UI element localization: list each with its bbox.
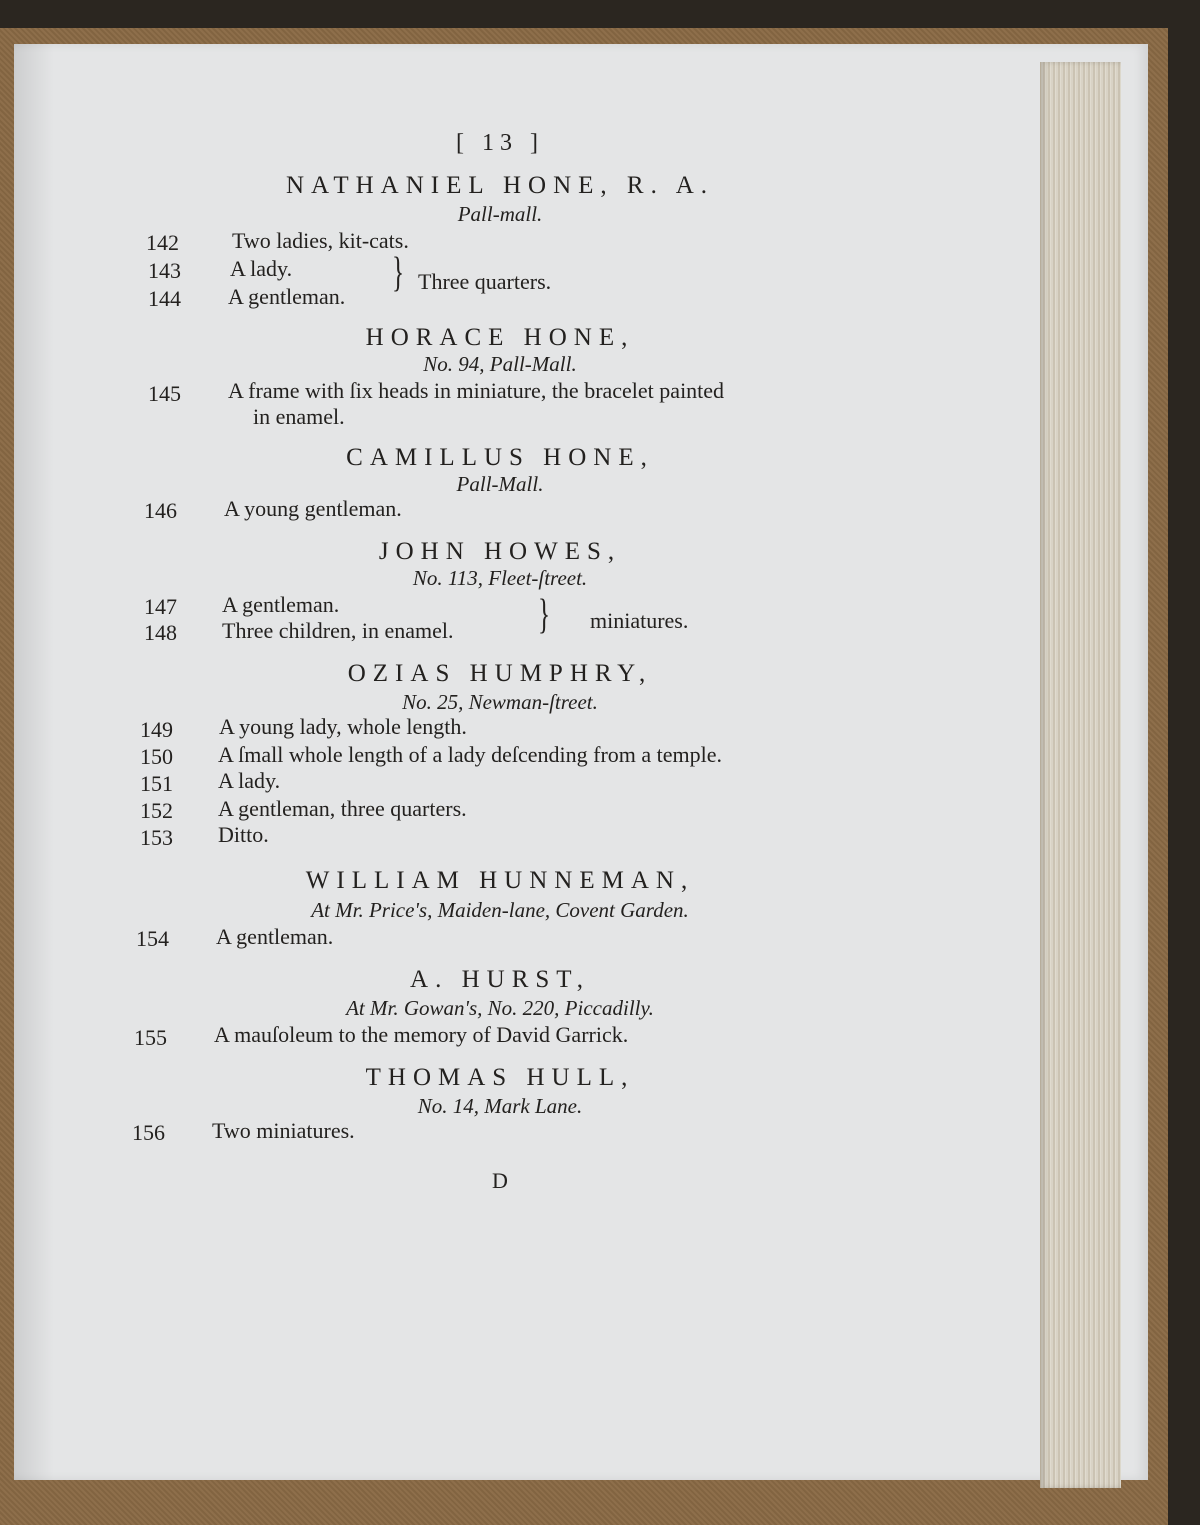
artist-name: WILLIAM HUNNEMAN, — [305, 867, 695, 894]
artist-address: At Mr. Gowan's, No. 220, Piccadilly. — [346, 996, 654, 1020]
artist-name: OZIAS HUMPHRY, — [347, 660, 653, 687]
artist-address: No. 25, Newman-ſtreet. — [402, 690, 598, 714]
artist-name: NATHANIEL HONE, R. A. — [286, 172, 714, 199]
artist-address: Pall-Mall. — [456, 472, 544, 496]
entry-title: Ditto. — [218, 822, 269, 847]
artist-address: Pall-mall. — [457, 202, 543, 226]
entry-number: 147 — [144, 594, 177, 619]
artist-name: A. HURST, — [410, 966, 590, 993]
artist-address: At Mr. Price's, Maiden-lane, Covent Garden. — [311, 898, 689, 922]
entry-title: A gentleman. — [222, 592, 340, 617]
entry-title: Two ladies, kit-cats. — [232, 228, 409, 253]
entry-number: 148 — [144, 620, 177, 645]
entry-title: A young lady, whole length. — [219, 714, 467, 739]
artist-name: THOMAS HULL, — [365, 1064, 635, 1091]
artist-name: CAMILLUS HONE, — [346, 444, 654, 471]
entry-title: A ſmall whole length of a lady deſcending from a temple. — [218, 742, 723, 767]
entry-number: 142 — [146, 230, 179, 255]
entry-title: A lady. — [230, 256, 293, 281]
artist-name: JOHN HOWES, — [378, 538, 622, 565]
artist-address: No. 113, Fleet-ſtreet. — [412, 566, 588, 590]
entry-number: 156 — [132, 1120, 165, 1145]
signature-mark: D — [492, 1168, 508, 1193]
artist-address: No. 14, Mark Lane. — [417, 1094, 583, 1118]
entry-title: A mauſoleum to the memory of David Garrick. — [214, 1022, 629, 1047]
entry-number: 153 — [140, 825, 173, 850]
artist-name: HORACE HONE, — [365, 324, 635, 351]
entry-title-continued: in enamel. — [253, 404, 345, 429]
gutter-shadow — [14, 44, 54, 1480]
entry-number: 151 — [140, 771, 173, 796]
entry-number: 144 — [148, 286, 181, 311]
entry-number: 146 — [144, 498, 177, 523]
entry-number: 145 — [148, 381, 181, 406]
entry-title: A lady. — [218, 768, 281, 793]
brace-mark: } — [538, 592, 551, 638]
entry-number: 155 — [134, 1025, 167, 1050]
entry-title: A frame with ſix heads in miniature, the bracelet painted — [228, 378, 725, 403]
entry-title: Three children, in enamel. — [222, 618, 454, 643]
entry-title: A young gentleman. — [224, 496, 402, 521]
entry-title: A gentleman. — [228, 284, 346, 309]
page-fore-edge — [1040, 62, 1121, 1488]
brace-mark: } — [392, 250, 405, 296]
group-note: Three quarters. — [418, 269, 552, 294]
entry-number: 143 — [148, 258, 181, 283]
artist-address: No. 94, Pall-Mall. — [423, 352, 577, 376]
entry-number: 152 — [140, 798, 173, 823]
page-number: [ 13 ] — [456, 130, 544, 156]
entry-number: 149 — [140, 717, 173, 742]
group-note: miniatures. — [590, 608, 689, 633]
entry-number: 150 — [140, 744, 173, 769]
entry-number: 154 — [136, 926, 169, 951]
entry-title: Two miniatures. — [212, 1118, 355, 1143]
entry-title: A gentleman, three quarters. — [218, 796, 467, 821]
entry-title: A gentleman. — [216, 924, 334, 949]
